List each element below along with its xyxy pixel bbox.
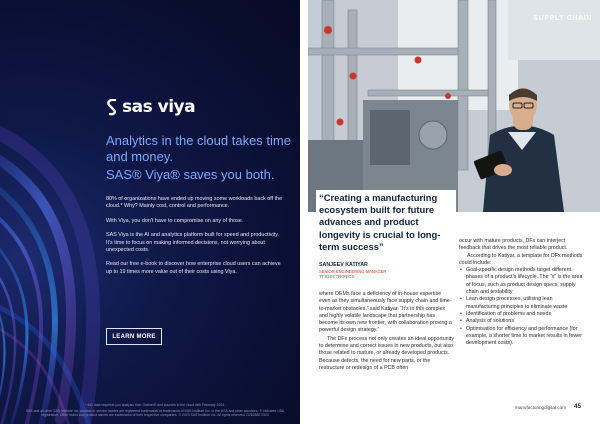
article-paragraph: The DFx process not only creates an ideal opportunity to determine and correct issues in new products, but also those related to mature, or already developed products. Because defects, the need for new parts, or the restructure or redesign of a PCB often bbox=[319, 335, 454, 371]
ad-headline: Analytics in the cloud takes time and money. bbox=[106, 133, 291, 164]
ad-paragraph: Read our free e-book to discover how enterprise cloud users can achieve up to 19 times more value out of their costs using Viya. bbox=[106, 261, 281, 275]
pull-quote: “Creating a manufacturing ecosystem built for future advances and product longevity is crucial to long-term success” bbox=[319, 192, 441, 252]
article-paragraph: where OEMs face a deficiency of in-house expertise even as they simultaneously face supply chain and time-to-market obstacles,” said Katiyar. “It’s in this complex and highly volatile landscape that partnership has become its own new frontier, with collaboration proving a powerful design strategy.” bbox=[319, 291, 452, 334]
page-number: 45 bbox=[574, 403, 582, 410]
sas-viya-logo bbox=[106, 97, 195, 117]
learn-more-button[interactable]: LEARN MORE bbox=[106, 328, 162, 345]
list-item: • Optimisation for efficiency and performance (for example, a shorter time to market results in fewer development costs). bbox=[459, 326, 587, 348]
author-title: SENIOR ENGINEERING MANAGER bbox=[319, 269, 387, 274]
ad-paragraph: With Viya, you don't have to compromise on any of those. bbox=[106, 217, 244, 224]
footer-website: manufacturingdigital.com bbox=[515, 405, 567, 410]
ad-paragraph: 80% of organizations have ended up moving some workloads back off the cloud.* Why? Mainly cost, control and performance. bbox=[106, 196, 283, 210]
article-column-1 bbox=[319, 291, 454, 373]
list-item: • Analysis of solutions bbox=[459, 318, 587, 325]
section-tag: SUPPLY CHAIN bbox=[533, 15, 592, 22]
sas-s-swoosh-icon bbox=[106, 99, 118, 116]
factory-scene-illustration bbox=[308, 0, 600, 212]
list-item: • Identification of problems and needs bbox=[459, 311, 587, 318]
dfx-methods-list bbox=[459, 267, 587, 347]
ad-subhead: SAS® Viya® saves you both. bbox=[106, 167, 275, 182]
author-company: TT ELECTRONICS bbox=[319, 274, 355, 279]
quote-author-role bbox=[319, 269, 386, 279]
logo-wordmark: sas viya bbox=[122, 97, 196, 117]
ad-body-copy bbox=[106, 196, 286, 283]
list-item: • Goal-specific design methods target different phases of a product’s lifecycle. The “x” is the area of focus, such as product design specs, supply chain and testability bbox=[459, 267, 587, 296]
quote-author-name: SANJEEV KATIYAR bbox=[319, 262, 368, 268]
article-column-2 bbox=[459, 238, 587, 347]
factory-engineer-photo bbox=[308, 0, 600, 212]
ad-footnote: * 441 data requests you analysis that. Gartner® and sources in the cloud with February 2023. bbox=[84, 403, 226, 407]
ad-paragraph: SAS Viya is the AI and analytics platform built for speed and productivity. It's time to focus on making informed decisions, not worrying about unexpected costs. bbox=[106, 232, 279, 254]
ad-legal-text: SAS and all other SAS Institute Inc. product or service names are registered trademarks or trademarks of SAS Institute Inc. in the USA and other countries. ® indicates USA registration. Other brand and product names are trademarks of their respective companies. © 2023 SAS Institute Inc. All rights reserved. G262880.0523 bbox=[25, 409, 285, 418]
article-paragraph: occur with mature products, DFx can interject feedback that drives the most reliable product. bbox=[459, 238, 568, 252]
article-paragraph: According to Katiyar, a template for DFx methods could include: bbox=[459, 252, 583, 266]
list-item: • Lean design processes, utilising lean manufacturing principles to eliminate waste bbox=[459, 296, 587, 311]
